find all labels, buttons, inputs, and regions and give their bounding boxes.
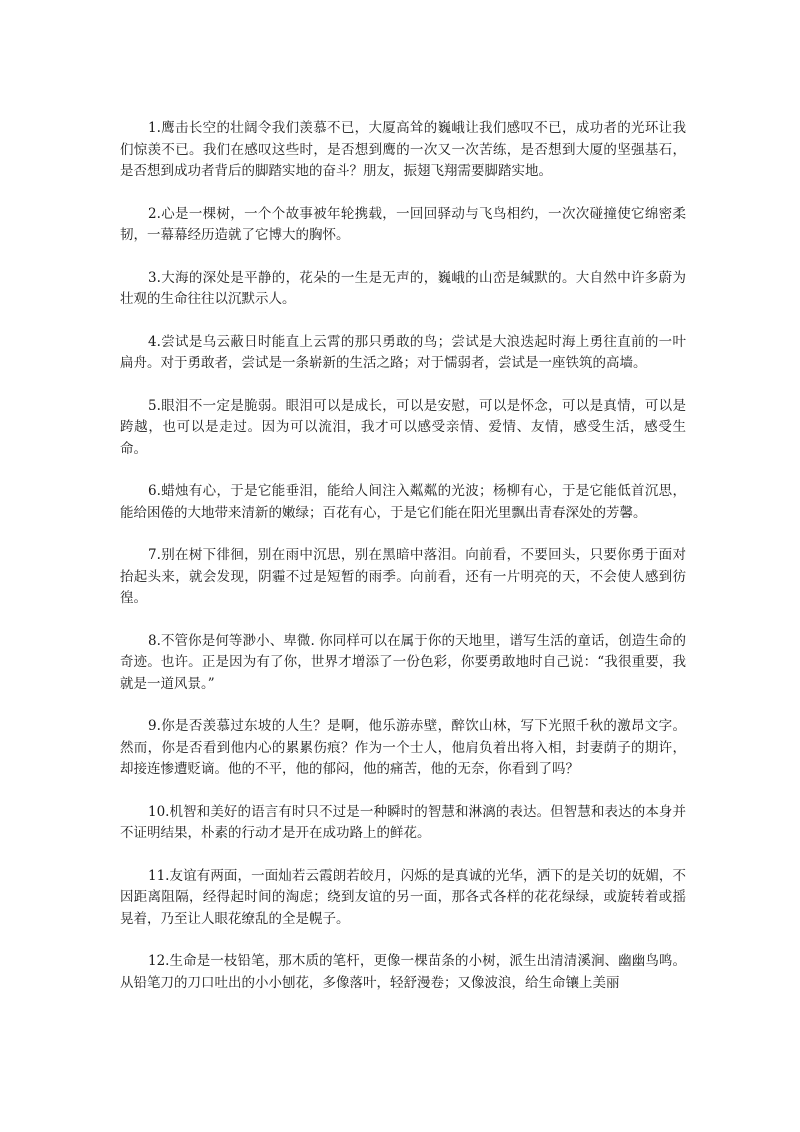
paragraph-9: 9.你是否羡慕过东坡的人生？是啊，他乐游赤壁，醉饮山林，写下光照千秋的激昂文字。然而，你是否看到他内心的累累伤痕？作为一个士人，他肩负着出将入相，封妻荫子的期许，却接连惨遭贬谪。他的不平，他的郁闷，他的痛苦，他的无奈，你看到了吗？ [120,718,686,777]
paragraph-10: 10.机智和美好的语言有时只不过是一种瞬时的智慧和淋漓的表达。但智慧和表达的本身并不证明结果，朴素的行动才是开在成功路上的鲜花。 [120,803,686,841]
document-body [120,118,686,1015]
paragraph-3: 3.大海的深处是平静的，花朵的一生是无声的，巍峨的山峦是缄默的。大自然中许多蔚为壮观的生命往往以沉默示人。 [120,269,686,307]
paragraph-8: 8.不管你是何等渺小、卑微. 你同样可以在属于你的天地里，谱写生活的童话，创造生命的奇迹。也许。正是因为有了你，世界才增添了一份色彩，你要勇敢地时自己说：“我很重要，我就是一道风景。” [120,632,686,692]
paragraph-1: 1.鹰击长空的壮阔令我们羡慕不已，大厦高耸的巍峨让我们感叹不已，成功者的光环让我们惊羡不已。我们在感叹这些时，是否想到鹰的一次又一次苦练，是否想到大厦的坚强基石，是否想到成功者背后的脚踏实地的奋斗？朋友，振翅飞翔需要脚踏实地。 [120,120,686,179]
paragraph-2: 2.心是一棵树，一个个故事被年轮携载，一回回驿动与飞鸟相约，一次次碰撞使它绵密柔韧，一幕幕经历造就了它博大的胸怀。 [120,205,686,243]
paragraph-12: 12.生命是一枝铅笔，那木质的笔杆，更像一棵苗条的小树，派生出清清溪涧、幽幽鸟鸣。从铅笔刀的刀口吐出的小小刨花，多像落叶，轻舒漫卷；又像波浪，给生命镶上美丽 [120,953,686,991]
paragraph-5: 5.眼泪不一定是脆弱。眼泪可以是成长，可以是安慰，可以是怀念，可以是真情，可以是跨越，也可以是走过。因为可以流泪，我才可以感受亲情、爱情、友情，感受生活，感受生命。 [120,397,686,457]
paragraph-11: 11.友谊有两面，一面灿若云霞朗若皎月，闪烁的是真诚的光华，洒下的是关切的妩媚，不因距离阻隔，经得起时间的淘虑；绕到友谊的另一面，那各式各样的花花绿绿，或旋转着或摇晃着，乃至让人眼花缭乱的全是幌子。 [120,867,686,927]
paragraph-7: 7.别在树下徘徊，别在雨中沉思，别在黑暗中落泪。向前看，不要回头，只要你勇于面对抬起头来，就会发现，阴霾不过是短暂的雨季。向前看，还有一片明亮的天，不会使人感到彷徨。 [120,547,686,606]
paragraph-4: 4.尝试是乌云蔽日时能直上云霄的那只勇敢的鸟；尝试是大浪迭起时海上勇往直前的一叶扁舟。对于勇敢者，尝试是一条崭新的生活之路；对于懦弱者，尝试是一座铁筑的高墙。 [120,333,686,371]
paragraph-6: 6.蜡烛有心，于是它能垂泪，能给人间注入粼粼的光波；杨柳有心，于是它能低首沉思，能给困倦的大地带来清新的嫩绿；百花有心，于是它们能在阳光里飘出青春深处的芳馨。 [120,483,686,521]
